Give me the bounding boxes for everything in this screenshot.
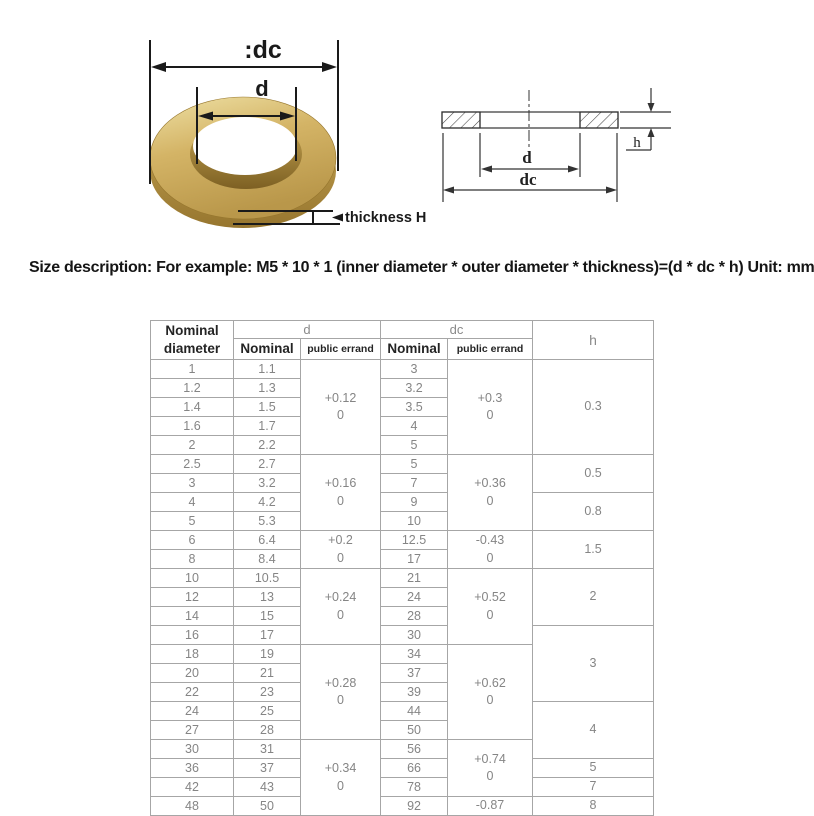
d-nominal-cell: 1.7 xyxy=(234,417,301,436)
nominal-diameter-cell: 12 xyxy=(151,588,234,607)
h-cell: 2 xyxy=(533,569,654,626)
d-nominal-cell: 5.3 xyxy=(234,512,301,531)
dc-nominal-cell: 5 xyxy=(381,436,448,455)
dc-nominal-cell: 3.5 xyxy=(381,398,448,417)
table-row xyxy=(151,778,654,797)
table-row xyxy=(151,569,654,588)
table-row xyxy=(151,360,654,379)
d-nominal-cell: 21 xyxy=(234,664,301,683)
nominal-diameter-cell: 4 xyxy=(151,493,234,512)
washer-cross-section-drawing xyxy=(442,90,618,147)
photo-thickness-label: thickness H xyxy=(345,210,427,226)
d-nominal-cell: 4.2 xyxy=(234,493,301,512)
h-cell: 3 xyxy=(533,626,654,702)
col-group-d: d xyxy=(234,321,381,339)
h-cell: 0.3 xyxy=(533,360,654,455)
dc-nominal-cell: 21 xyxy=(381,569,448,588)
d-tolerance-cell: +0.12 0 xyxy=(301,360,381,455)
dc-nominal-cell: 9 xyxy=(381,493,448,512)
dc-nominal-cell: 30 xyxy=(381,626,448,645)
d-nominal-cell: 28 xyxy=(234,721,301,740)
photo-outer-diameter-label: :dc xyxy=(244,36,282,64)
dc-nominal-cell: 50 xyxy=(381,721,448,740)
col-header-d-nominal: Nominal xyxy=(234,339,301,360)
d-nominal-cell: 15 xyxy=(234,607,301,626)
nominal-diameter-cell: 1.6 xyxy=(151,417,234,436)
d-nominal-cell: 25 xyxy=(234,702,301,721)
dc-tolerance-cell: -0.43 0 xyxy=(448,531,533,569)
dc-nominal-cell: 56 xyxy=(381,740,448,759)
drawing-dim-outer-diameter xyxy=(443,133,617,202)
nominal-diameter-cell: 1 xyxy=(151,360,234,379)
col-header-nominal-diameter: Nominal diameter xyxy=(151,321,234,360)
dc-nominal-cell: 28 xyxy=(381,607,448,626)
nominal-diameter-cell: 1.4 xyxy=(151,398,234,417)
dc-nominal-cell: 37 xyxy=(381,664,448,683)
washer-hole xyxy=(193,117,297,175)
dc-nominal-cell: 44 xyxy=(381,702,448,721)
dc-tolerance-cell: +0.36 0 xyxy=(448,455,533,531)
spec-table xyxy=(150,320,654,816)
d-nominal-cell: 1.1 xyxy=(234,360,301,379)
d-nominal-cell: 2.2 xyxy=(234,436,301,455)
dc-nominal-cell: 34 xyxy=(381,645,448,664)
col-header-d-tolerance: public errand xyxy=(301,339,381,360)
table-row xyxy=(151,493,654,512)
dc-nominal-cell: 3.2 xyxy=(381,379,448,398)
h-cell: 0.5 xyxy=(533,455,654,493)
dc-nominal-cell: 7 xyxy=(381,474,448,493)
table-row xyxy=(151,797,654,816)
drawing-thickness-label: h xyxy=(633,135,641,151)
d-tolerance-cell: +0.34 0 xyxy=(301,740,381,816)
h-cell: 4 xyxy=(533,702,654,759)
drawing-outer-diameter-label: dc xyxy=(519,170,537,189)
size-description: Size description: For example: M5 * 10 * 1 (inner diameter * outer diameter * thickness)=(d * dc * h) Unit: mm xyxy=(29,259,814,276)
d-nominal-cell: 6.4 xyxy=(234,531,301,550)
dc-tolerance-cell: +0.62 0 xyxy=(448,645,533,740)
d-tolerance-cell: +0.2 0 xyxy=(301,531,381,569)
nominal-diameter-cell: 48 xyxy=(151,797,234,816)
d-nominal-cell: 19 xyxy=(234,645,301,664)
d-nominal-cell: 31 xyxy=(234,740,301,759)
nominal-diameter-cell: 8 xyxy=(151,550,234,569)
nominal-diameter-cell: 24 xyxy=(151,702,234,721)
d-tolerance-cell: +0.28 0 xyxy=(301,645,381,740)
d-nominal-cell: 1.3 xyxy=(234,379,301,398)
dc-tolerance-cell: -0.87 xyxy=(448,797,533,816)
d-nominal-cell: 17 xyxy=(234,626,301,645)
dc-tolerance-cell: +0.3 0 xyxy=(448,360,533,455)
dc-nominal-cell: 78 xyxy=(381,778,448,797)
nominal-diameter-cell: 16 xyxy=(151,626,234,645)
photo-inner-diameter-label: d xyxy=(255,76,269,101)
table-row xyxy=(151,759,654,778)
nominal-diameter-cell: 2 xyxy=(151,436,234,455)
d-nominal-cell: 2.7 xyxy=(234,455,301,474)
col-header-dc-nominal: Nominal xyxy=(381,339,448,360)
dc-nominal-cell: 10 xyxy=(381,512,448,531)
h-cell: 0.8 xyxy=(533,493,654,531)
table-row xyxy=(151,531,654,550)
dc-nominal-cell: 5 xyxy=(381,455,448,474)
dc-nominal-cell: 39 xyxy=(381,683,448,702)
nominal-diameter-cell: 27 xyxy=(151,721,234,740)
h-cell: 5 xyxy=(533,759,654,778)
nominal-diameter-cell: 5 xyxy=(151,512,234,531)
dc-nominal-cell: 12.5 xyxy=(381,531,448,550)
d-nominal-cell: 3.2 xyxy=(234,474,301,493)
table-row xyxy=(151,702,654,721)
table-row xyxy=(151,626,654,645)
nominal-diameter-cell: 20 xyxy=(151,664,234,683)
dc-nominal-cell: 66 xyxy=(381,759,448,778)
h-cell: 1.5 xyxy=(533,531,654,569)
nominal-diameter-cell: 6 xyxy=(151,531,234,550)
nominal-diameter-cell: 1.2 xyxy=(151,379,234,398)
d-tolerance-cell: +0.16 0 xyxy=(301,455,381,531)
drawing-inner-diameter-label: d xyxy=(522,148,532,167)
d-nominal-cell: 1.5 xyxy=(234,398,301,417)
nominal-diameter-cell: 18 xyxy=(151,645,234,664)
nominal-diameter-cell: 36 xyxy=(151,759,234,778)
d-nominal-cell: 43 xyxy=(234,778,301,797)
d-nominal-cell: 23 xyxy=(234,683,301,702)
col-header-h: h xyxy=(533,321,654,360)
section-hatch-right xyxy=(580,112,618,128)
table-row xyxy=(151,455,654,474)
d-nominal-cell: 10.5 xyxy=(234,569,301,588)
nominal-diameter-cell: 42 xyxy=(151,778,234,797)
col-header-dc-tolerance: public errand xyxy=(448,339,533,360)
section-hatch-left xyxy=(442,112,480,128)
drawing-dim-thickness xyxy=(620,88,671,151)
nominal-diameter-cell: 22 xyxy=(151,683,234,702)
nominal-diameter-cell: 10 xyxy=(151,569,234,588)
dc-nominal-cell: 92 xyxy=(381,797,448,816)
d-nominal-cell: 8.4 xyxy=(234,550,301,569)
d-nominal-cell: 37 xyxy=(234,759,301,778)
d-tolerance-cell: +0.24 0 xyxy=(301,569,381,645)
header-group-row xyxy=(151,321,654,339)
dc-nominal-cell: 4 xyxy=(381,417,448,436)
nominal-diameter-cell: 3 xyxy=(151,474,234,493)
d-nominal-cell: 13 xyxy=(234,588,301,607)
nominal-diameter-cell: 30 xyxy=(151,740,234,759)
dc-tolerance-cell: +0.52 0 xyxy=(448,569,533,645)
h-cell: 7 xyxy=(533,778,654,797)
dc-nominal-cell: 3 xyxy=(381,360,448,379)
col-group-dc: dc xyxy=(381,321,533,339)
dc-nominal-cell: 17 xyxy=(381,550,448,569)
nominal-diameter-cell: 14 xyxy=(151,607,234,626)
dc-nominal-cell: 24 xyxy=(381,588,448,607)
h-cell: 8 xyxy=(533,797,654,816)
dc-tolerance-cell: +0.74 0 xyxy=(448,740,533,797)
d-nominal-cell: 50 xyxy=(234,797,301,816)
nominal-diameter-cell: 2.5 xyxy=(151,455,234,474)
